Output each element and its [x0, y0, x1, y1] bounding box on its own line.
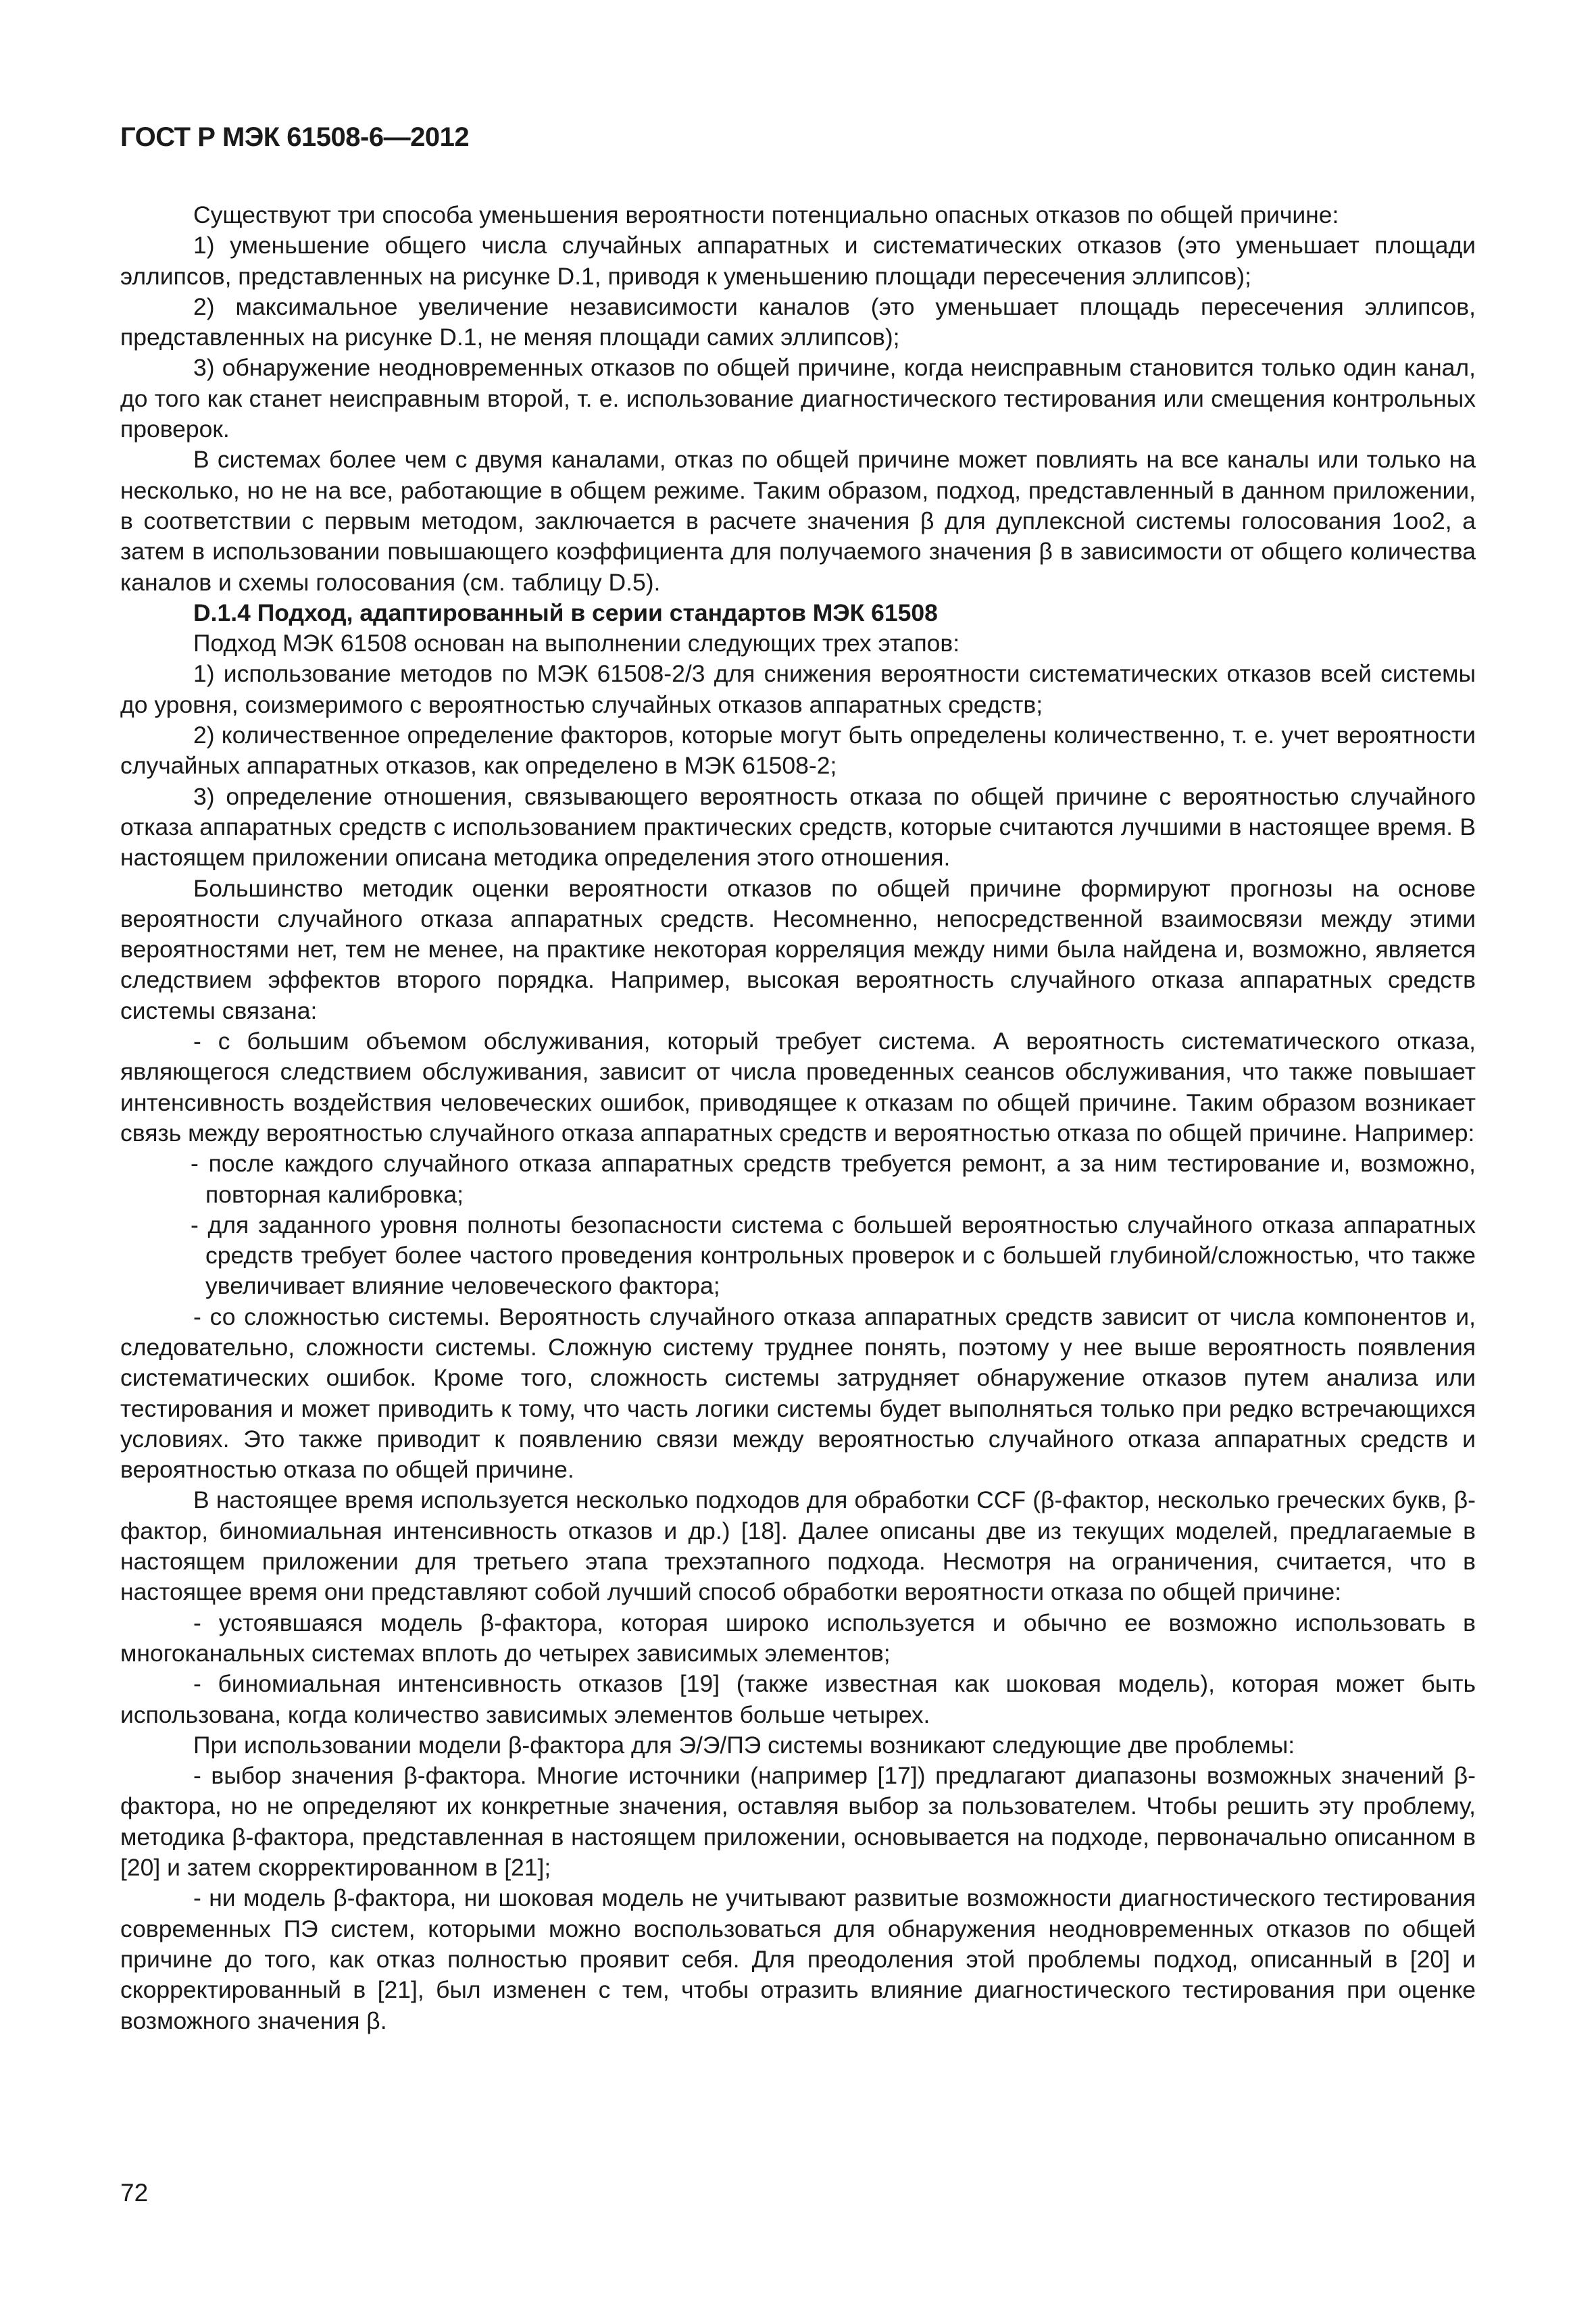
paragraph: Большинство методик оценки вероятности отказов по общей причине формируют прогнозы на основе вероятности случайного отказа аппаратных средств. Несомненно, непосредственной взаимосвязи между этими вероятностями нет, тем не менее, на практике некоторая корреляция между ними была найдена и, возможно, является следствием эффектов второго порядка. Например, высокая вероятность случайного отказа аппаратных средств системы связана: — [120, 874, 1476, 1024]
paragraph: Существуют три способа уменьшения вероятности потенциально опасных отказов по общей причине: — [193, 201, 1339, 228]
list-item: 3) обнаружение неодновременных отказов по общей причине, когда неисправным становится только один канал, до того как станет неисправным второй, т. е. использование диагностического тестирования или смещения контрольных проверок. — [120, 354, 1476, 443]
document-header: ГОСТ Р МЭК 61508-6—2012 — [120, 122, 470, 152]
document-body — [120, 200, 1476, 2036]
paragraph: В настоящее время используется несколько подходов для обработки CCF (β-фактор, несколько греческих букв, β-фактор, биномиальная интенсивность отказов и др.) [18]. Далее описаны две из текущих моделей, предлагаемые в настоящем приложении для третьего этапа трехэтапного подхода. Несмотря на ограничения, считается, что в настоящее время они представляют собой лучший способ обработки вероятности отказа по общей причине: — [120, 1486, 1476, 1606]
paragraph: В системах более чем с двумя каналами, отказ по общей причине может повлиять на все каналы или только на несколько, но не на все, работающие в общем режиме. Таким образом, подход, представленный в данном приложении, в соответствии с первым методом, заключается в расчете значения β для дуплексной системы голосования 1oo2, а затем в использовании повышающего коэффициента для получаемого значения β в зависимости от общего количества каналов и схемы голосования (см. таблицу D.5). — [120, 446, 1476, 596]
list-item: 1) использование методов по МЭК 61508-2/3 для снижения вероятности систематических отказов всей системы до уровня, соизмеримого с вероятностью случайных отказов аппаратных средств; — [120, 660, 1476, 718]
list-item: 2) количественное определение факторов, которые могут быть определены количественно, т. е. учет вероятности случайных аппаратных отказов, как определено в МЭК 61508-2; — [120, 722, 1476, 780]
list-item: - выбор значения β-фактора. Многие источники (например [17]) предлагают диапазоны возможных значений β-фактора, но не определяют их конкретные значения, оставляя выбор за пользователем. Чтобы решить эту проблему, методика β-фактора, представленная в настоящем приложении, основывается на подходе, первоначально описанном в [20] и затем скорректированном в [21]; — [120, 1762, 1476, 1882]
list-item: 1) уменьшение общего числа случайных аппаратных и систематических отказов (это уменьшает площади эллипсов, представленных на рисунке D.1, приводя к уменьшению площади пересечения эллипсов); — [120, 232, 1476, 290]
section-heading: D.1.4 Подход, адаптированный в серии стандартов МЭК 61508 — [193, 599, 938, 626]
paragraph: При использовании модели β-фактора для Э/Э/ПЭ системы возникают следующие две проблемы: — [193, 1731, 1295, 1759]
paragraph: Подход МЭК 61508 основан на выполнении следующих трех этапов: — [193, 630, 960, 657]
sub-list-item: - после каждого случайного отказа аппаратных средств требуется ремонт, а за ним тестирование и, возможно, повторная калибровка; — [191, 1150, 1476, 1208]
list-item: 2) максимальное увеличение независимости каналов (это уменьшает площадь пересечения эллипсов, представленных на рисунке D.1, не меняя площади самих эллипсов); — [120, 293, 1476, 351]
page-number: 72 — [120, 2179, 149, 2207]
list-item: - со сложностью системы. Вероятность случайного отказа аппаратных средств зависит от числа компонентов и, следовательно, сложности системы. Сложную систему труднее понять, поэтому у нее выше вероятность появления систематических ошибок. Кроме того, сложность системы затрудняет обнаружение отказов путем анализа или тестирования и может приводить к тому, что часть логики системы будет выполняться только при редко встречающихся условиях. Это также приводит к появлению связи между вероятностью случайного отказа аппаратных средств и вероятностью отказа по общей причине. — [120, 1303, 1476, 1484]
list-item: - с большим объемом обслуживания, который требует система. А вероятность систематического отказа, являющегося следствием обслуживания, зависит от числа проведенных сеансов обслуживания, что также повышает интенсивность воздействия человеческих ошибок, приводящее к отказам по общей причине. Таким образом возникает связь между вероятностью случайного отказа аппаратных средств и вероятностью отказа по общей причине. Например: — [120, 1028, 1476, 1147]
list-item: - биномиальная интенсивность отказов [19] (также известная как шоковая модель), которая может быть использована, когда количество зависимых элементов больше четырех. — [120, 1670, 1476, 1728]
sub-list-item: - для заданного уровня полноты безопасности система с большей вероятностью случайного отказа аппаратных средств требует более частого проведения контрольных проверок и с большей глубиной/сложностью, что также увеличивает влияние человеческого фактора; — [191, 1211, 1476, 1300]
list-item: - ни модель β-фактора, ни шоковая модель не учитывают развитые возможности диагностического тестирования современных ПЭ систем, которыми можно воспользоваться для обнаружения неодновременных отказов по общей причине до того, как отказ полностью проявит себя. Для преодоления этой проблемы подход, описанный в [20] и скорректированный в [21], был изменен с тем, чтобы отразить влияние диагностического тестирования при оценке возможного значения β. — [120, 1884, 1476, 2034]
list-item: - устоявшаяся модель β-фактора, которая широко используется и обычно ее возможно использовать в многоканальных системах вплоть до четырех зависимых элементов; — [120, 1609, 1476, 1667]
list-item: 3) определение отношения, связывающего вероятность отказа по общей причине с вероятностью случайного отказа аппаратных средств с использованием практических средств, которые считаются лучшими в настоящее время. В настоящем приложении описана методика определения этого отношения. — [120, 782, 1476, 872]
